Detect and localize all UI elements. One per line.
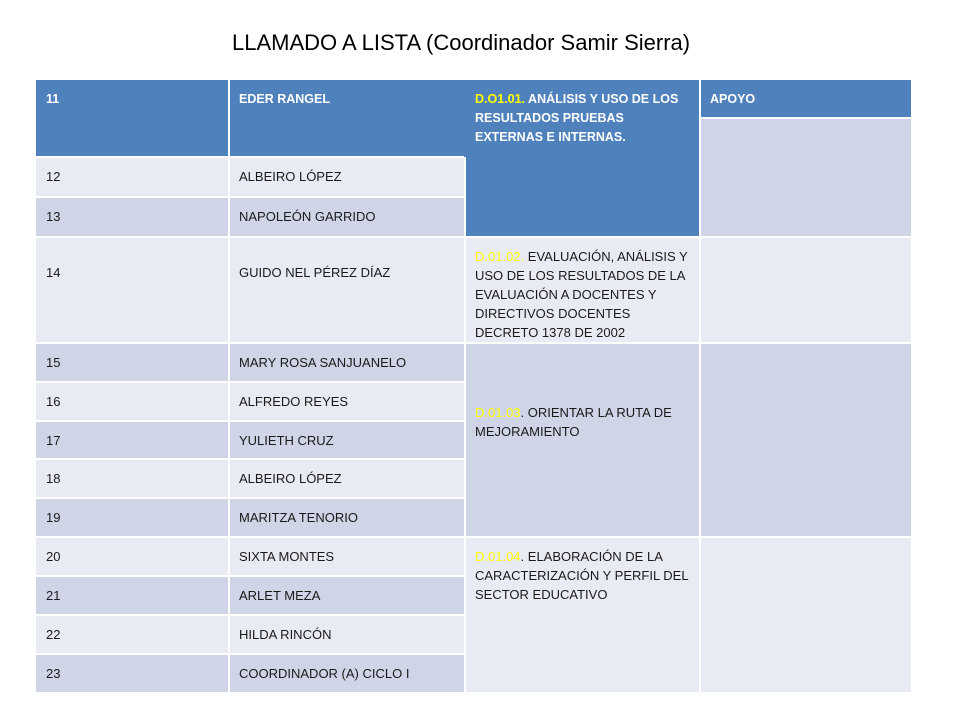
grid-divider: [36, 653, 464, 655]
grid-divider: [228, 80, 230, 692]
row-num: 22: [36, 615, 229, 654]
row-num: 14: [36, 237, 229, 343]
topic-cell: [465, 237, 700, 343]
grid-divider: [36, 575, 464, 577]
row-num: 15: [36, 343, 229, 382]
row-num: 23: [36, 654, 229, 692]
row-name: YULIETH CRUZ: [229, 421, 465, 459]
topic-text: EVALUACIÓN, ANÁLISIS Y USO DE LOS RESULTADOS DE LA EVALUACIÓN A DOCENTES Y DIRECTIVOS DOCENTES DECRETO 1378 DE 2002: [475, 249, 688, 340]
grid-divider: [36, 196, 464, 198]
row-name: HILDA RINCÓN: [229, 615, 465, 654]
topic-cell: [465, 537, 700, 692]
row-num: 21: [36, 576, 229, 615]
header-topic-cell: [465, 80, 700, 237]
header-name-cell: EDER RANGEL: [229, 80, 465, 157]
topic-text: . ORIENTAR LA RUTA DE MEJORAMIENTO: [475, 405, 672, 439]
row-name: ALBEIRO LÓPEZ: [229, 459, 465, 498]
header-num-cell: 11: [36, 80, 229, 157]
row-num: 13: [36, 197, 229, 237]
row-num: 17: [36, 421, 229, 459]
role-cell: [700, 537, 911, 692]
row-num: 19: [36, 498, 229, 537]
row-name: ALFREDO REYES: [229, 382, 465, 421]
grid-divider: [36, 497, 464, 499]
grid-divider: [36, 236, 911, 238]
topic-code: D.O1.01.: [475, 92, 526, 106]
topic-code: D.01.04: [475, 549, 521, 564]
grid-divider: [36, 381, 464, 383]
row-name: MARITZA TENORIO: [229, 498, 465, 537]
row-name: COORDINADOR (A) CICLO I: [229, 654, 465, 692]
grid-divider: [36, 614, 464, 616]
topic-text: . ELABORACIÓN DE LA CARACTERIZACIÓN Y PERFIL DEL SECTOR EDUCATIVO: [475, 549, 689, 602]
row-name: ALBEIRO LÓPEZ: [229, 157, 465, 197]
role-cell: [700, 343, 911, 537]
row-name: NAPOLEÓN GARRIDO: [229, 197, 465, 237]
page-title: LLAMADO A LISTA (Coordinador Samir Sierra): [232, 30, 691, 55]
topic-cell: [465, 343, 700, 537]
row-num: 16: [36, 382, 229, 421]
role-cell: [700, 118, 911, 237]
topic-text: ANÁLISIS Y USO DE LOS RESULTADOS PRUEBAS EXTERNAS E INTERNAS.: [475, 92, 679, 144]
row-name: GUIDO NEL PÉREZ DÍAZ: [229, 237, 465, 343]
row-name: MARY ROSA SANJUANELO: [229, 343, 465, 382]
topic-code: D.01.03: [475, 405, 521, 420]
topic-code: D.01.02.: [475, 249, 525, 264]
row-num: 20: [36, 537, 229, 576]
grid-divider: [36, 420, 464, 422]
role-cell: [700, 237, 911, 343]
grid-divider: [700, 117, 911, 119]
row-num: 12: [36, 157, 229, 197]
grid-divider: [36, 458, 464, 460]
grid-divider: [699, 80, 701, 692]
grid-divider: [36, 536, 911, 538]
row-num: 18: [36, 459, 229, 498]
grid-divider: [36, 156, 464, 158]
row-name: SIXTA MONTES: [229, 537, 465, 576]
header-role-cell: APOYO: [700, 80, 911, 118]
row-name: ARLET MEZA: [229, 576, 465, 615]
grid-divider: [36, 342, 911, 344]
